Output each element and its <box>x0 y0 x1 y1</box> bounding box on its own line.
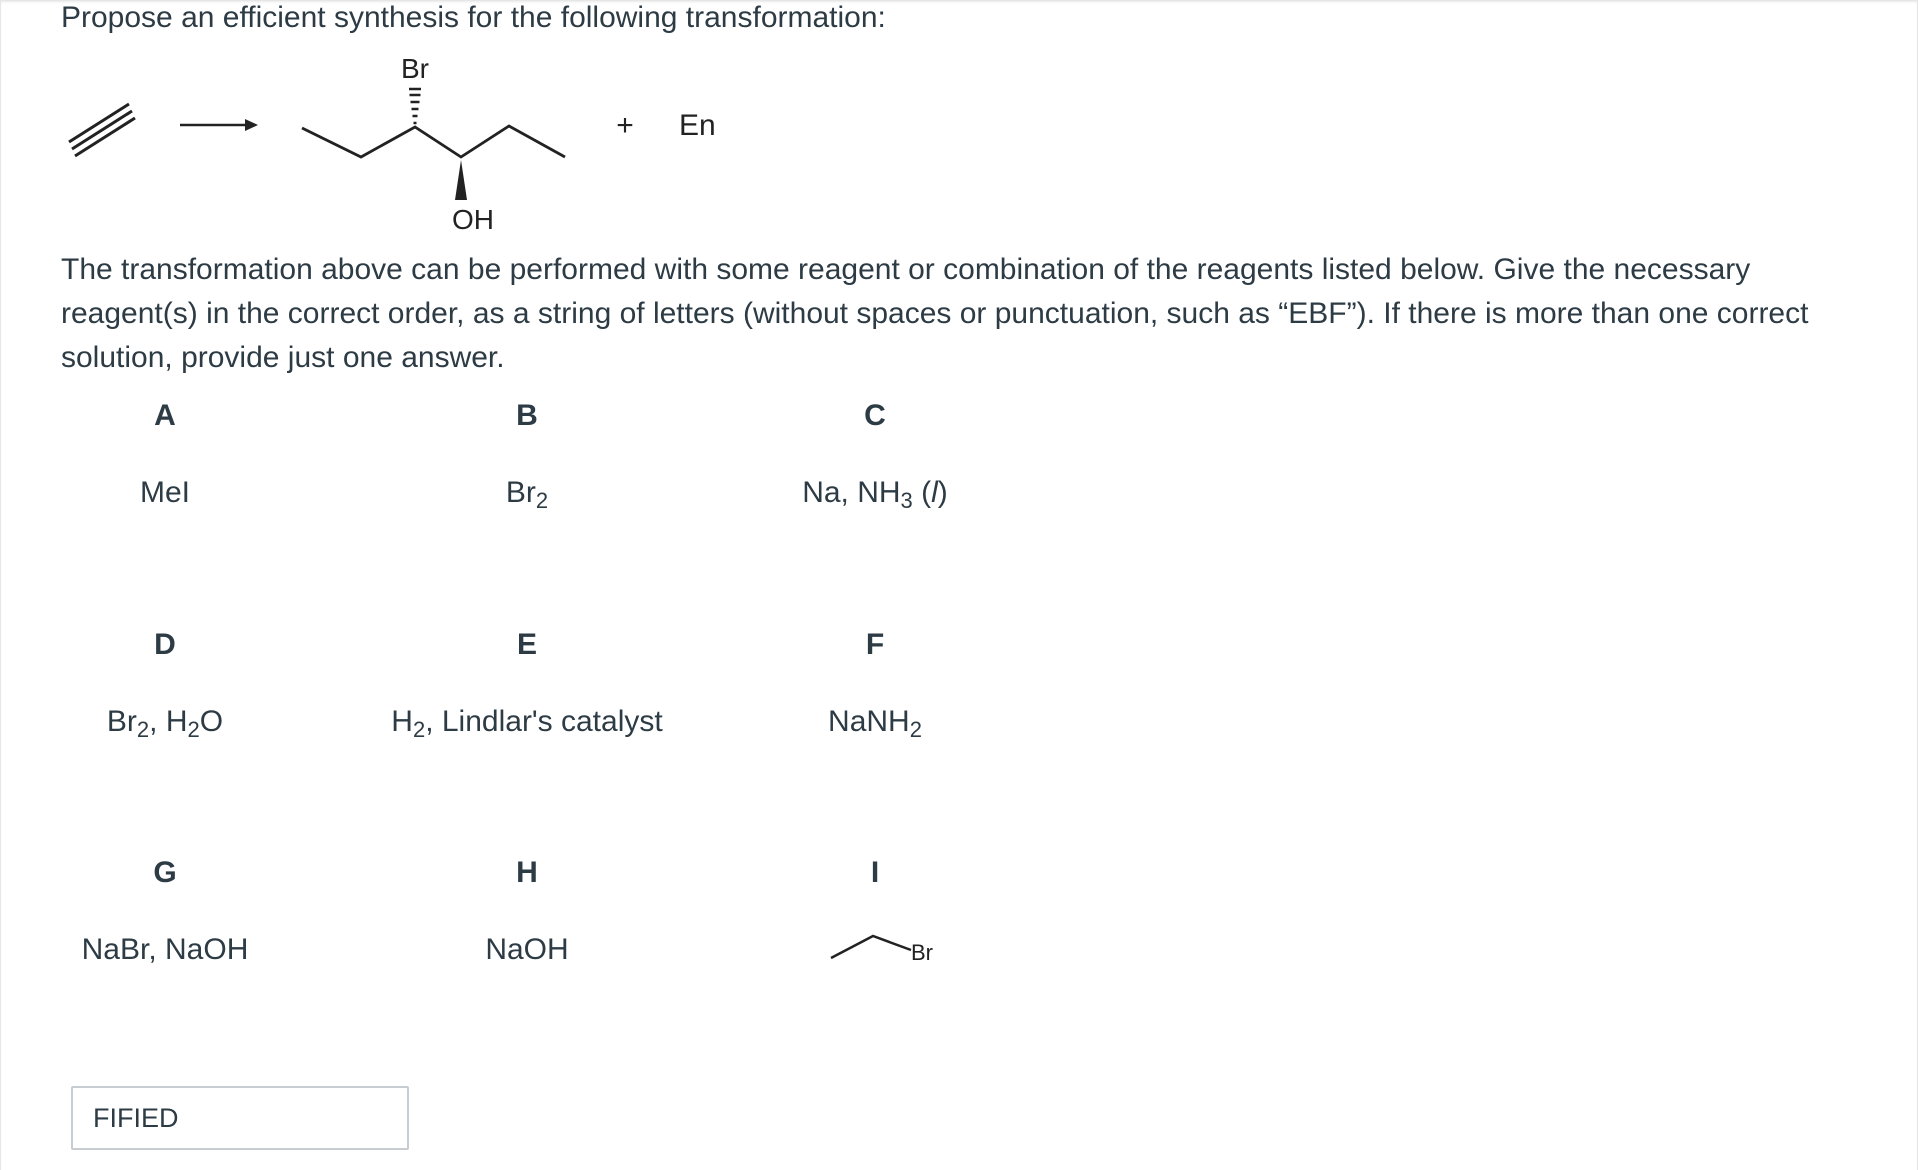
reagent-name: $Br_2$ <box>505 476 549 513</box>
reagent-d <box>0 627 345 740</box>
reagent-name: MeI <box>139 476 190 509</box>
reagent-letter: D <box>154 628 176 661</box>
reagent-c <box>695 398 1055 511</box>
reagent-e <box>347 627 707 740</box>
reagent-name: NaNH$_2$ <box>828 705 922 742</box>
reagent-letter: B <box>516 399 538 432</box>
reagent-letter: E <box>516 628 537 661</box>
reagent-name: NaOH <box>485 933 569 966</box>
product-structure <box>302 53 565 235</box>
plus-sign: + <box>616 109 634 142</box>
reagent-b <box>347 398 707 511</box>
enantiomer-label: En <box>679 109 716 142</box>
question-prompt: Propose an efficient synthesis for the following transformation: <box>61 1 886 34</box>
reagent-name: $H_2$, Lindlar's catalyst <box>391 705 663 742</box>
reagent-i <box>695 855 1055 966</box>
reaction-arrow-icon <box>180 119 258 131</box>
reagent-letter: C <box>864 399 886 432</box>
reagent-letter: A <box>154 399 176 432</box>
ethyl-bromide-structure <box>815 916 935 966</box>
answer-input[interactable] <box>71 1086 409 1150</box>
reagent-letter: G <box>153 856 177 889</box>
question-instructions: The transformation above can be performed with some reagent or combination of the reagents listed below. Give the necessary reagent(s) in the correct order, as a string of letters (without spaces or punctuation, such as “EBF”). If there is more than one correct solution, provide just one answer. <box>61 253 1809 374</box>
reagent-letter: F <box>865 628 885 661</box>
product-br-label: Br <box>401 53 429 84</box>
reagent-name: NaBr, NaOH <box>81 933 249 966</box>
reaction-scheme <box>55 50 755 240</box>
ethyl-bromide-br-label: Br <box>911 940 933 965</box>
reagent-name: Na, $NH_3$ (l) <box>802 476 948 513</box>
reagent-name: $Br_2$, $H_2O$ <box>106 705 224 742</box>
reagent-f <box>695 627 1055 740</box>
reagent-letter: H <box>516 856 538 889</box>
reagent-g <box>0 855 345 968</box>
acetylene-structure <box>69 104 135 156</box>
reagent-h <box>347 855 707 968</box>
reagent-a <box>0 398 345 511</box>
hashed-wedge <box>409 89 421 123</box>
reagent-letter: I <box>870 856 880 889</box>
product-oh-label: OH <box>452 204 494 235</box>
solid-wedge <box>455 160 467 200</box>
